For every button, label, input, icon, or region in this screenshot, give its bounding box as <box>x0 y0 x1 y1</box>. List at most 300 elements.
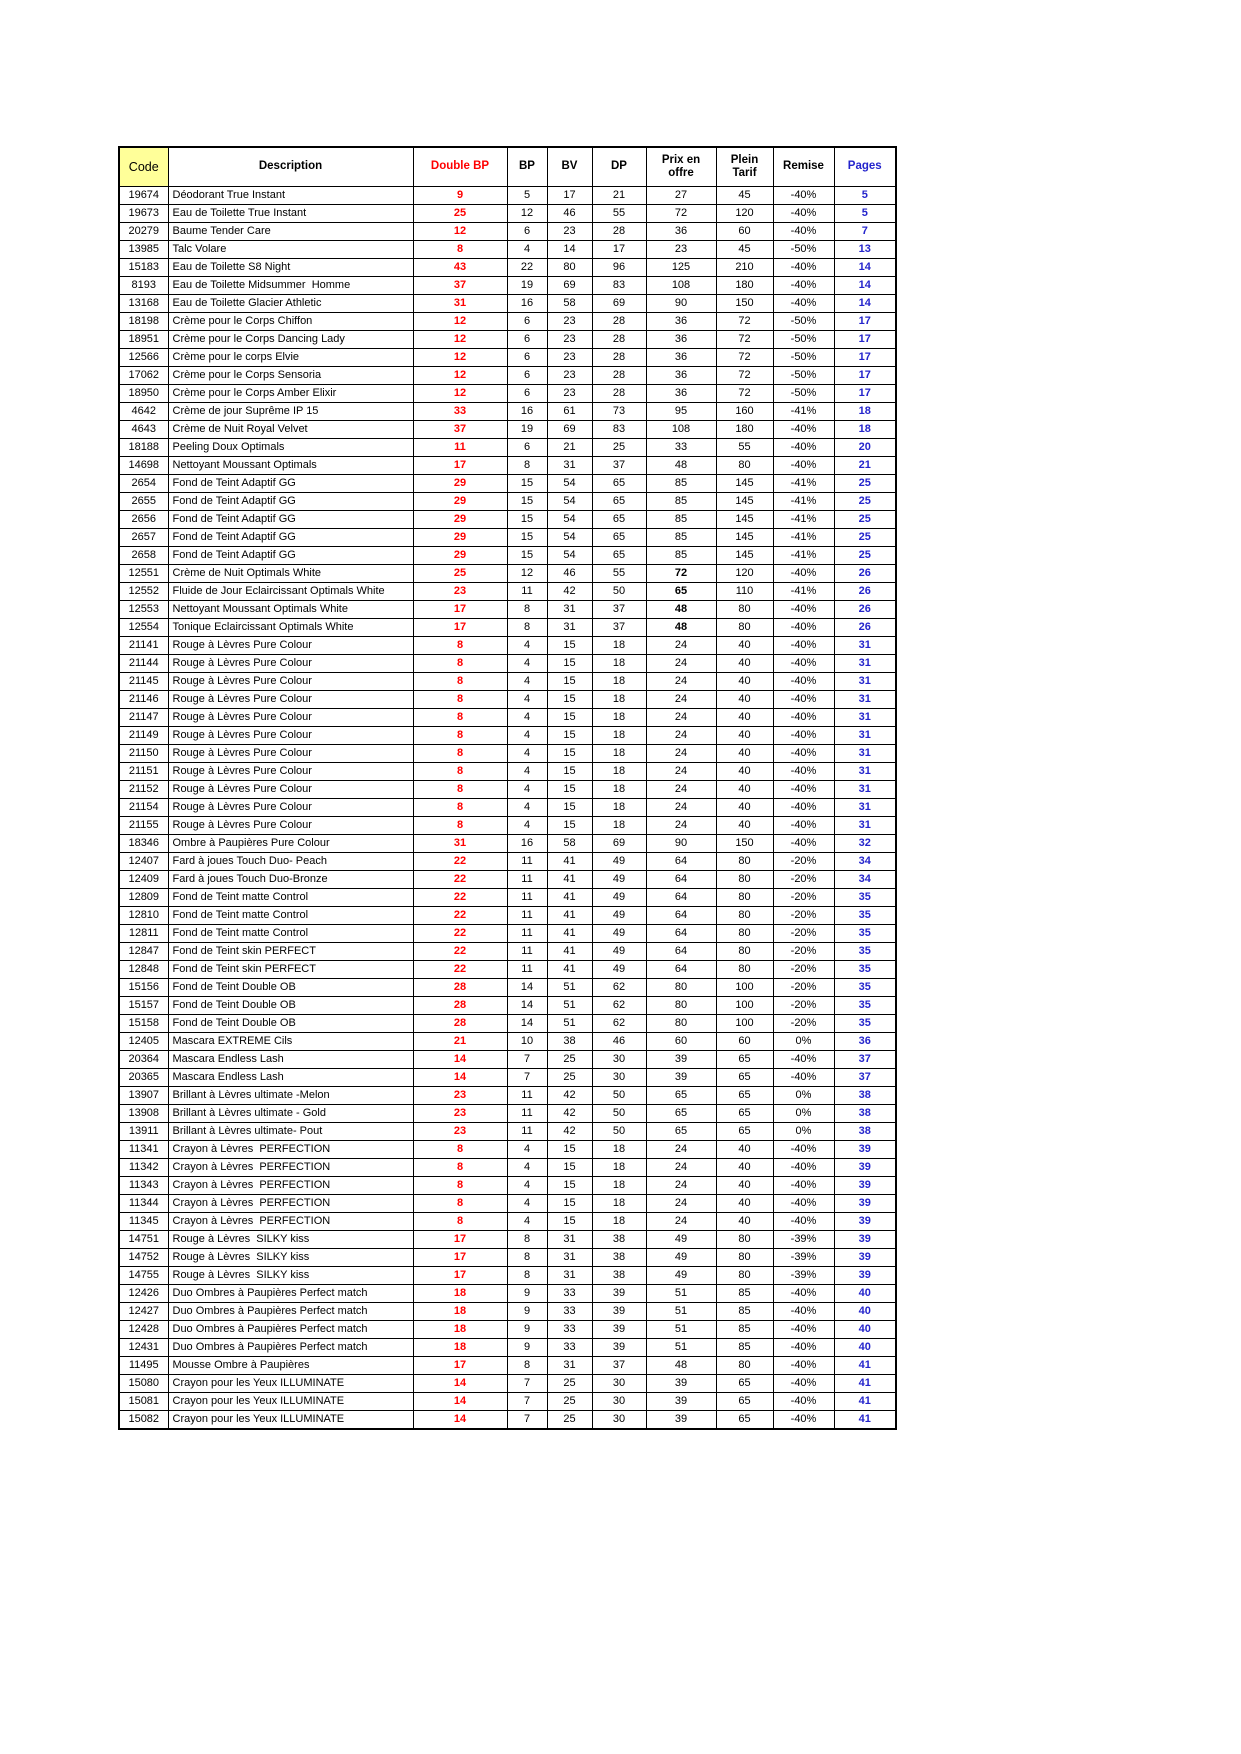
table-row <box>119 727 896 745</box>
cell-plein: 60 <box>716 223 773 241</box>
cell-bv: 69 <box>547 277 592 295</box>
cell-code: 21145 <box>119 673 168 691</box>
cell-bv: 42 <box>547 1123 592 1141</box>
cell-code: 21141 <box>119 637 168 655</box>
cell-dbp: 11 <box>413 439 507 457</box>
cell-pg: 31 <box>834 763 896 781</box>
cell-bp: 7 <box>507 1393 547 1411</box>
cell-code: 21154 <box>119 799 168 817</box>
cell-prix: 49 <box>646 1267 716 1285</box>
table-row <box>119 1231 896 1249</box>
cell-dbp: 31 <box>413 295 507 313</box>
cell-rem: -40% <box>773 1321 834 1339</box>
table-header <box>119 147 896 187</box>
cell-plein: 145 <box>716 493 773 511</box>
cell-bp: 10 <box>507 1033 547 1051</box>
cell-dbp: 17 <box>413 601 507 619</box>
table-row <box>119 349 896 367</box>
cell-code: 2657 <box>119 529 168 547</box>
cell-prix: 24 <box>646 1213 716 1231</box>
cell-prix: 36 <box>646 313 716 331</box>
cell-code: 8193 <box>119 277 168 295</box>
cell-dbp: 43 <box>413 259 507 277</box>
cell-bv: 41 <box>547 871 592 889</box>
cell-desc: Fond de Teint matte Control <box>168 907 413 925</box>
table-row <box>119 853 896 871</box>
cell-bv: 15 <box>547 799 592 817</box>
cell-bv: 31 <box>547 619 592 637</box>
table-row <box>119 1033 896 1051</box>
cell-desc: Duo Ombres à Paupières Perfect match <box>168 1321 413 1339</box>
cell-plein: 40 <box>716 655 773 673</box>
cell-plein: 80 <box>716 1357 773 1375</box>
cell-plein: 100 <box>716 979 773 997</box>
cell-dp: 28 <box>592 313 646 331</box>
cell-code: 12405 <box>119 1033 168 1051</box>
cell-desc: Fluide de Jour Eclaircissant Optimals White <box>168 583 413 601</box>
cell-code: 12426 <box>119 1285 168 1303</box>
cell-desc: Crayon à Lèvres PERFECTION <box>168 1213 413 1231</box>
table-row <box>119 205 896 223</box>
cell-desc: Rouge à Lèvres Pure Colour <box>168 637 413 655</box>
cell-bv: 33 <box>547 1303 592 1321</box>
column-header-dp: DP <box>592 147 646 187</box>
cell-code: 21155 <box>119 817 168 835</box>
cell-code: 12551 <box>119 565 168 583</box>
cell-pg: 39 <box>834 1141 896 1159</box>
cell-desc: Fond de Teint Adaptif GG <box>168 493 413 511</box>
cell-dp: 37 <box>592 619 646 637</box>
cell-prix: 65 <box>646 1087 716 1105</box>
cell-dp: 69 <box>592 835 646 853</box>
cell-bp: 11 <box>507 889 547 907</box>
cell-prix: 85 <box>646 529 716 547</box>
cell-code: 13911 <box>119 1123 168 1141</box>
cell-rem: -40% <box>773 1159 834 1177</box>
cell-rem: -40% <box>773 1195 834 1213</box>
cell-dbp: 8 <box>413 799 507 817</box>
cell-bv: 17 <box>547 187 592 205</box>
cell-dp: 65 <box>592 475 646 493</box>
table-row <box>119 547 896 565</box>
cell-pg: 25 <box>834 547 896 565</box>
cell-bv: 54 <box>547 511 592 529</box>
cell-bp: 19 <box>507 277 547 295</box>
cell-dp: 38 <box>592 1231 646 1249</box>
cell-dp: 30 <box>592 1393 646 1411</box>
cell-dp: 18 <box>592 799 646 817</box>
table-row <box>119 1069 896 1087</box>
cell-code: 21147 <box>119 709 168 727</box>
cell-pg: 35 <box>834 943 896 961</box>
cell-dp: 83 <box>592 421 646 439</box>
column-header-plein: Plein Tarif <box>716 147 773 187</box>
cell-bv: 25 <box>547 1411 592 1430</box>
table-row <box>119 1267 896 1285</box>
cell-dp: 18 <box>592 781 646 799</box>
cell-bv: 15 <box>547 1177 592 1195</box>
cell-dp: 49 <box>592 871 646 889</box>
cell-plein: 80 <box>716 925 773 943</box>
cell-bp: 8 <box>507 1249 547 1267</box>
cell-rem: -20% <box>773 907 834 925</box>
cell-desc: Mascara Endless Lash <box>168 1051 413 1069</box>
cell-desc: Talc Volare <box>168 241 413 259</box>
cell-prix: 24 <box>646 763 716 781</box>
cell-prix: 80 <box>646 979 716 997</box>
cell-pg: 41 <box>834 1357 896 1375</box>
table-row <box>119 1123 896 1141</box>
cell-plein: 100 <box>716 997 773 1015</box>
cell-prix: 36 <box>646 331 716 349</box>
cell-plein: 72 <box>716 349 773 367</box>
cell-pg: 13 <box>834 241 896 259</box>
cell-dbp: 18 <box>413 1339 507 1357</box>
cell-desc: Nettoyant Moussant Optimals <box>168 457 413 475</box>
cell-rem: -41% <box>773 403 834 421</box>
cell-plein: 40 <box>716 799 773 817</box>
cell-code: 18950 <box>119 385 168 403</box>
cell-plein: 80 <box>716 457 773 475</box>
cell-bv: 69 <box>547 421 592 439</box>
cell-dp: 37 <box>592 601 646 619</box>
cell-rem: -50% <box>773 331 834 349</box>
cell-prix: 51 <box>646 1321 716 1339</box>
cell-rem: -39% <box>773 1231 834 1249</box>
table-row <box>119 457 896 475</box>
cell-bv: 54 <box>547 547 592 565</box>
cell-plein: 65 <box>716 1375 773 1393</box>
table-row <box>119 943 896 961</box>
cell-dp: 30 <box>592 1375 646 1393</box>
cell-dbp: 8 <box>413 691 507 709</box>
cell-dbp: 8 <box>413 763 507 781</box>
cell-rem: -40% <box>773 709 834 727</box>
cell-dp: 49 <box>592 889 646 907</box>
cell-pg: 31 <box>834 781 896 799</box>
cell-bv: 31 <box>547 601 592 619</box>
cell-dp: 28 <box>592 385 646 403</box>
cell-pg: 40 <box>834 1321 896 1339</box>
cell-rem: -40% <box>773 439 834 457</box>
cell-pg: 39 <box>834 1267 896 1285</box>
cell-desc: Fond de Teint matte Control <box>168 925 413 943</box>
cell-code: 12810 <box>119 907 168 925</box>
cell-dbp: 25 <box>413 565 507 583</box>
cell-desc: Brillant à Lèvres ultimate- Pout <box>168 1123 413 1141</box>
cell-plein: 120 <box>716 565 773 583</box>
cell-code: 12809 <box>119 889 168 907</box>
cell-code: 14755 <box>119 1267 168 1285</box>
cell-rem: -40% <box>773 421 834 439</box>
cell-prix: 24 <box>646 781 716 799</box>
cell-plein: 72 <box>716 385 773 403</box>
cell-bp: 15 <box>507 475 547 493</box>
cell-pg: 17 <box>834 313 896 331</box>
cell-plein: 150 <box>716 835 773 853</box>
cell-dbp: 17 <box>413 1231 507 1249</box>
cell-bp: 8 <box>507 1357 547 1375</box>
cell-dbp: 22 <box>413 889 507 907</box>
cell-dp: 39 <box>592 1321 646 1339</box>
cell-pg: 21 <box>834 457 896 475</box>
cell-code: 15156 <box>119 979 168 997</box>
cell-dbp: 14 <box>413 1051 507 1069</box>
cell-rem: -39% <box>773 1249 834 1267</box>
cell-plein: 80 <box>716 889 773 907</box>
cell-desc: Ombre à Paupières Pure Colour <box>168 835 413 853</box>
cell-dbp: 8 <box>413 673 507 691</box>
cell-bv: 23 <box>547 331 592 349</box>
cell-dbp: 29 <box>413 493 507 511</box>
cell-dbp: 9 <box>413 187 507 205</box>
cell-code: 11342 <box>119 1159 168 1177</box>
cell-desc: Fond de Teint Adaptif GG <box>168 529 413 547</box>
cell-bp: 4 <box>507 655 547 673</box>
cell-dp: 46 <box>592 1033 646 1051</box>
cell-dp: 18 <box>592 817 646 835</box>
cell-bp: 4 <box>507 1177 547 1195</box>
cell-bp: 8 <box>507 1231 547 1249</box>
cell-bv: 41 <box>547 925 592 943</box>
column-header-bp: BP <box>507 147 547 187</box>
cell-desc: Eau de Toilette True Instant <box>168 205 413 223</box>
cell-bp: 14 <box>507 1015 547 1033</box>
table-row <box>119 313 896 331</box>
cell-rem: -40% <box>773 187 834 205</box>
cell-bv: 42 <box>547 583 592 601</box>
cell-code: 21146 <box>119 691 168 709</box>
cell-plein: 80 <box>716 907 773 925</box>
cell-prix: 24 <box>646 1177 716 1195</box>
cell-pg: 31 <box>834 637 896 655</box>
table-row <box>119 223 896 241</box>
cell-bv: 23 <box>547 367 592 385</box>
cell-plein: 145 <box>716 529 773 547</box>
cell-bv: 25 <box>547 1375 592 1393</box>
cell-desc: Fard à joues Touch Duo- Peach <box>168 853 413 871</box>
cell-bp: 11 <box>507 853 547 871</box>
cell-bv: 33 <box>547 1321 592 1339</box>
column-header-code: Code <box>119 147 168 187</box>
cell-bv: 46 <box>547 565 592 583</box>
cell-rem: -40% <box>773 691 834 709</box>
cell-bp: 11 <box>507 961 547 979</box>
cell-rem: -40% <box>773 1375 834 1393</box>
cell-rem: -40% <box>773 295 834 313</box>
cell-dbp: 17 <box>413 1267 507 1285</box>
table-row <box>119 745 896 763</box>
cell-prix: 90 <box>646 295 716 313</box>
cell-pg: 35 <box>834 889 896 907</box>
table-row <box>119 889 896 907</box>
cell-prix: 24 <box>646 655 716 673</box>
cell-desc: Rouge à Lèvres SILKY kiss <box>168 1231 413 1249</box>
cell-code: 17062 <box>119 367 168 385</box>
cell-code: 11341 <box>119 1141 168 1159</box>
cell-desc: Brillant à Lèvres ultimate - Gold <box>168 1105 413 1123</box>
cell-code: 19673 <box>119 205 168 223</box>
cell-dbp: 12 <box>413 331 507 349</box>
cell-desc: Fond de Teint Double OB <box>168 997 413 1015</box>
cell-code: 12847 <box>119 943 168 961</box>
cell-bv: 42 <box>547 1105 592 1123</box>
cell-pg: 35 <box>834 925 896 943</box>
cell-prix: 24 <box>646 637 716 655</box>
cell-desc: Baume Tender Care <box>168 223 413 241</box>
cell-pg: 17 <box>834 385 896 403</box>
cell-prix: 64 <box>646 925 716 943</box>
cell-dp: 49 <box>592 961 646 979</box>
cell-code: 12566 <box>119 349 168 367</box>
cell-bv: 58 <box>547 295 592 313</box>
cell-prix: 51 <box>646 1285 716 1303</box>
cell-pg: 35 <box>834 979 896 997</box>
cell-code: 11343 <box>119 1177 168 1195</box>
cell-plein: 40 <box>716 1141 773 1159</box>
table-row <box>119 1339 896 1357</box>
cell-bv: 31 <box>547 1249 592 1267</box>
cell-bp: 4 <box>507 1195 547 1213</box>
cell-bp: 15 <box>507 493 547 511</box>
cell-code: 13907 <box>119 1087 168 1105</box>
cell-desc: Mousse Ombre à Paupières <box>168 1357 413 1375</box>
cell-dp: 50 <box>592 1105 646 1123</box>
cell-dp: 30 <box>592 1411 646 1430</box>
cell-dp: 38 <box>592 1249 646 1267</box>
cell-pg: 39 <box>834 1159 896 1177</box>
cell-rem: -41% <box>773 547 834 565</box>
cell-dp: 18 <box>592 763 646 781</box>
cell-prix: 24 <box>646 673 716 691</box>
cell-desc: Rouge à Lèvres SILKY kiss <box>168 1267 413 1285</box>
cell-prix: 36 <box>646 367 716 385</box>
cell-bv: 23 <box>547 385 592 403</box>
cell-pg: 31 <box>834 727 896 745</box>
cell-dbp: 29 <box>413 529 507 547</box>
cell-code: 12428 <box>119 1321 168 1339</box>
cell-dp: 49 <box>592 943 646 961</box>
cell-bp: 6 <box>507 385 547 403</box>
cell-plein: 85 <box>716 1303 773 1321</box>
cell-dbp: 28 <box>413 997 507 1015</box>
cell-dp: 18 <box>592 1141 646 1159</box>
cell-prix: 85 <box>646 511 716 529</box>
cell-bv: 41 <box>547 961 592 979</box>
cell-bp: 14 <box>507 997 547 1015</box>
cell-bp: 4 <box>507 1159 547 1177</box>
cell-pg: 31 <box>834 691 896 709</box>
cell-bp: 6 <box>507 367 547 385</box>
cell-bp: 4 <box>507 817 547 835</box>
cell-plein: 80 <box>716 619 773 637</box>
table-row <box>119 673 896 691</box>
cell-bp: 12 <box>507 565 547 583</box>
cell-plein: 145 <box>716 547 773 565</box>
table-row <box>119 1051 896 1069</box>
cell-plein: 40 <box>716 763 773 781</box>
cell-pg: 41 <box>834 1411 896 1430</box>
table-row <box>119 763 896 781</box>
cell-pg: 26 <box>834 565 896 583</box>
cell-pg: 37 <box>834 1069 896 1087</box>
table-row <box>119 1375 896 1393</box>
cell-code: 20364 <box>119 1051 168 1069</box>
cell-code: 21152 <box>119 781 168 799</box>
cell-dbp: 8 <box>413 817 507 835</box>
cell-pg: 17 <box>834 331 896 349</box>
cell-rem: -20% <box>773 925 834 943</box>
cell-dp: 55 <box>592 205 646 223</box>
cell-rem: 0% <box>773 1033 834 1051</box>
table-row <box>119 871 896 889</box>
cell-prix: 64 <box>646 853 716 871</box>
cell-plein: 55 <box>716 439 773 457</box>
cell-rem: -40% <box>773 1303 834 1321</box>
cell-rem: 0% <box>773 1105 834 1123</box>
cell-dbp: 17 <box>413 1357 507 1375</box>
cell-desc: Crayon pour les Yeux ILLUMINATE <box>168 1375 413 1393</box>
table-row <box>119 1249 896 1267</box>
table-row <box>119 403 896 421</box>
table-row <box>119 1015 896 1033</box>
cell-bv: 25 <box>547 1069 592 1087</box>
cell-bv: 51 <box>547 1015 592 1033</box>
cell-dbp: 37 <box>413 277 507 295</box>
cell-dp: 18 <box>592 1213 646 1231</box>
cell-prix: 24 <box>646 745 716 763</box>
cell-prix: 64 <box>646 943 716 961</box>
cell-bv: 54 <box>547 493 592 511</box>
cell-plein: 40 <box>716 709 773 727</box>
cell-dp: 62 <box>592 1015 646 1033</box>
cell-dp: 18 <box>592 1159 646 1177</box>
cell-prix: 51 <box>646 1303 716 1321</box>
cell-bp: 9 <box>507 1303 547 1321</box>
cell-plein: 65 <box>716 1069 773 1087</box>
cell-plein: 85 <box>716 1339 773 1357</box>
cell-desc: Crème pour le Corps Chiffon <box>168 313 413 331</box>
cell-dbp: 17 <box>413 457 507 475</box>
table-row <box>119 1303 896 1321</box>
cell-prix: 85 <box>646 475 716 493</box>
cell-pg: 32 <box>834 835 896 853</box>
table-row <box>119 709 896 727</box>
table-row <box>119 439 896 457</box>
cell-dbp: 22 <box>413 943 507 961</box>
cell-bp: 7 <box>507 1069 547 1087</box>
cell-bp: 4 <box>507 727 547 745</box>
cell-dbp: 22 <box>413 853 507 871</box>
cell-rem: -20% <box>773 961 834 979</box>
cell-dbp: 29 <box>413 511 507 529</box>
cell-bp: 9 <box>507 1321 547 1339</box>
cell-bv: 15 <box>547 691 592 709</box>
cell-rem: -41% <box>773 529 834 547</box>
cell-dbp: 8 <box>413 655 507 673</box>
cell-bv: 21 <box>547 439 592 457</box>
cell-plein: 40 <box>716 817 773 835</box>
cell-desc: Crayon à Lèvres PERFECTION <box>168 1141 413 1159</box>
cell-dp: 50 <box>592 583 646 601</box>
cell-desc: Déodorant True Instant <box>168 187 413 205</box>
cell-bv: 15 <box>547 781 592 799</box>
cell-dbp: 29 <box>413 547 507 565</box>
cell-plein: 72 <box>716 313 773 331</box>
cell-pg: 26 <box>834 619 896 637</box>
cell-dbp: 14 <box>413 1411 507 1430</box>
cell-dp: 30 <box>592 1069 646 1087</box>
